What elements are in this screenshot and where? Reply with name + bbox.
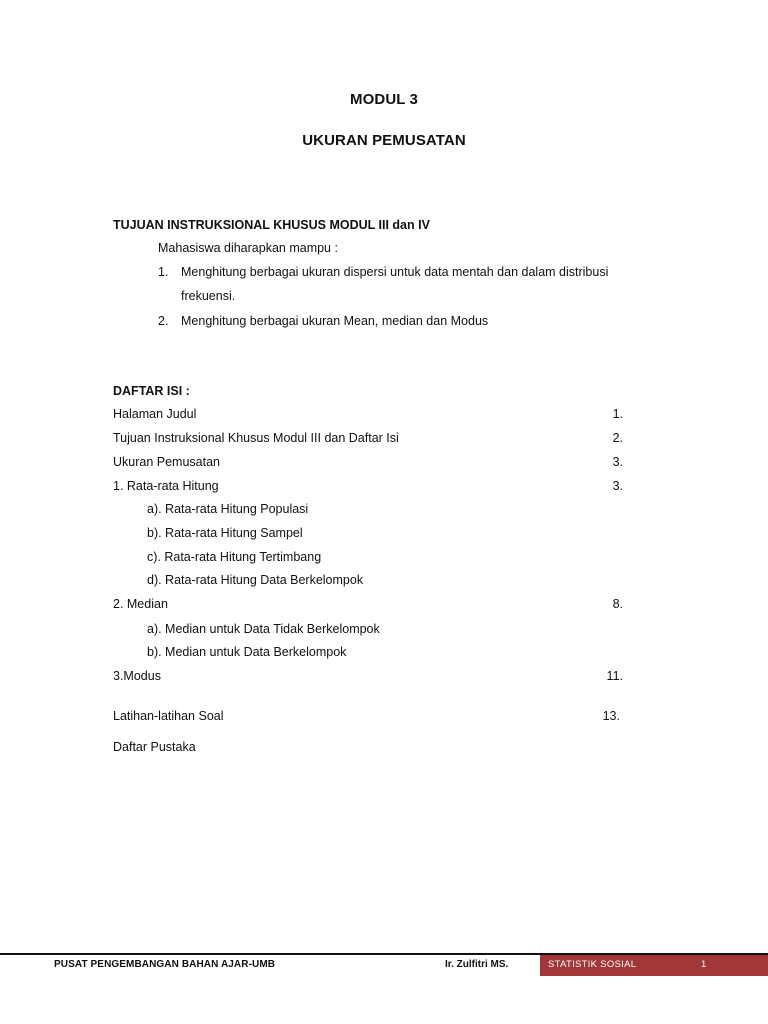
- toc-subentry: [113, 622, 623, 640]
- footer-publisher: PUSAT PENGEMBANGAN BAHAN AJAR-UMB: [54, 959, 276, 970]
- objectives-intro: Mahasiswa diharapkan mampu :: [158, 241, 338, 255]
- objective-text-continued: frekuensi.: [181, 289, 236, 303]
- toc-entry-label: Halaman Judul: [113, 407, 197, 421]
- objectives-heading: TUJUAN INSTRUKSIONAL KHUSUS MODUL III dan IV: [113, 218, 430, 232]
- toc-subentry: [113, 526, 623, 544]
- toc-entry-label: Daftar Pustaka: [113, 740, 196, 754]
- toc-entry: [113, 455, 623, 473]
- toc-subentry: [113, 645, 623, 663]
- toc-entry-label: c). Rata-rata Hitung Tertimbang: [147, 550, 322, 564]
- footer-page-number: 1: [701, 959, 707, 970]
- toc-entry: [113, 431, 623, 449]
- toc-entry: [113, 479, 623, 497]
- footer-author: Ir. Zulfitri MS.: [445, 959, 509, 970]
- toc-entry-label: Tujuan Instruksional Khusus Modul III dan Daftar Isi: [113, 431, 399, 445]
- footer-course-band: [540, 955, 768, 976]
- module-title: MODUL 3: [350, 91, 418, 108]
- toc-subentry: [113, 502, 623, 520]
- toc-entry-label: 2. Median: [113, 597, 168, 611]
- toc-heading: DAFTAR ISI :: [113, 384, 190, 398]
- toc-entry-page: 1.: [612, 407, 623, 421]
- toc-entry-page: 3.: [612, 479, 623, 493]
- toc-entry-label: b). Rata-rata Hitung Sampel: [147, 526, 303, 540]
- toc-entry-page: 13.: [602, 709, 620, 723]
- toc-subentry: [113, 550, 623, 568]
- toc-entry-label: a). Median untuk Data Tidak Berkelompok: [147, 622, 380, 636]
- toc-entry: [113, 669, 623, 687]
- toc-entry: [113, 597, 623, 615]
- module-subtitle: UKURAN PEMUSATAN: [302, 132, 466, 149]
- objective-text: Menghitung berbagai ukuran Mean, median dan Modus: [181, 314, 489, 328]
- toc-entry: [113, 740, 623, 758]
- toc-entry-page: 3.: [612, 455, 623, 469]
- toc-entry-label: Latihan-latihan Soal: [113, 709, 224, 723]
- toc-entry-page: 2.: [612, 431, 623, 445]
- objective-number: 1.: [158, 265, 169, 279]
- toc-entry: [113, 709, 620, 727]
- toc-entry-label: Ukuran Pemusatan: [113, 455, 221, 469]
- objective-number: 2.: [158, 314, 169, 328]
- toc-entry: [113, 407, 623, 425]
- toc-entry-label: 3.Modus: [113, 669, 161, 683]
- toc-entry-page: 11.: [606, 669, 623, 683]
- toc-entry-label: b). Median untuk Data Berkelompok: [147, 645, 347, 659]
- objective-text: Menghitung berbagai ukuran dispersi untuk data mentah dan dalam distribusi: [181, 265, 609, 279]
- toc-entry-page: 8.: [612, 597, 623, 611]
- footer-course: STATISTIK SOSIAL: [548, 959, 637, 970]
- toc-entry-label: d). Rata-rata Hitung Data Berkelompok: [147, 573, 364, 587]
- toc-entry-label: a). Rata-rata Hitung Populasi: [147, 502, 309, 516]
- toc-entry-label: 1. Rata-rata Hitung: [113, 479, 219, 493]
- toc-subentry: [113, 573, 623, 591]
